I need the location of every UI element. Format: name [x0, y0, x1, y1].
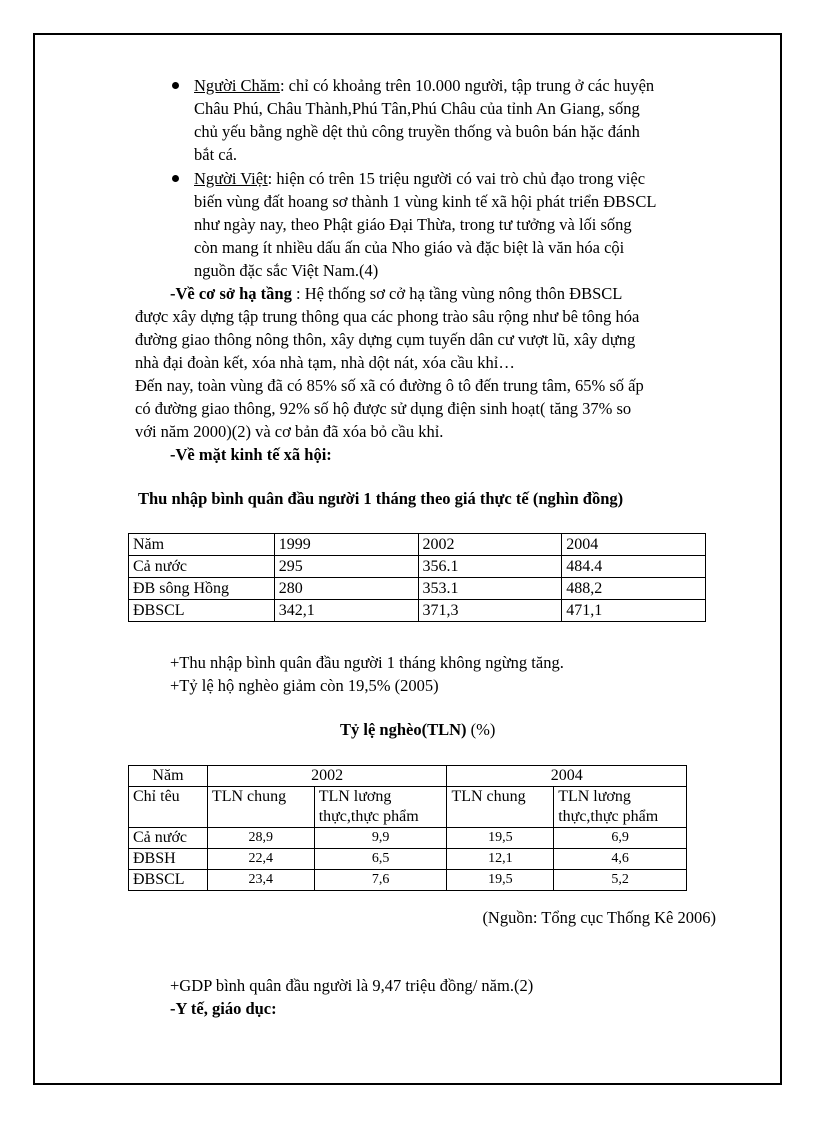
header-food-line-2: thực,thực phẩm [318, 808, 419, 825]
table-cell: 295 [274, 556, 418, 578]
bullet-dot [172, 175, 179, 182]
table-row [129, 600, 706, 622]
bullet-term-cham: Người Chăm [194, 76, 280, 95]
table-cell: 7,6 [314, 870, 447, 891]
bullet-viet-line-1 [194, 167, 645, 190]
table-cell: 1999 [274, 534, 418, 556]
table-cell: 2002 [418, 534, 562, 556]
bullet-dot [172, 82, 179, 89]
bullet-cham-line-2: Châu Phú, Châu Thành,Phú Tân,Phú Châu của tỉnh An Giang, sống [194, 99, 640, 118]
poverty-table [128, 765, 687, 891]
table-cell: TLN chung [447, 787, 554, 828]
health-heading: -Y tế, giáo dục: [170, 999, 277, 1018]
bullet-term-viet: Người Việt [194, 169, 268, 188]
table-cell: 12,1 [447, 849, 554, 870]
poverty-title-bold: Tỷ lệ nghèo(TLN) [340, 720, 467, 739]
table-cell: 2004 [447, 766, 687, 787]
table-cell [554, 787, 687, 828]
bullet-cham-line-3: chủ yếu bằng nghề dệt thủ công truyền thống và buôn bán hặc đánh [194, 122, 640, 141]
table-cell: 6,9 [554, 828, 687, 849]
infra-first-line [170, 282, 622, 305]
table-cell: TLN chung [207, 787, 314, 828]
infra-text: : Hệ thống sơ cở hạ tầng vùng nông thôn ĐBSCL [291, 284, 623, 303]
table-cell: Cả nước [129, 556, 275, 578]
table-row [129, 578, 706, 600]
poverty-title-unit: (%) [466, 720, 496, 739]
table-cell: Chỉ têu [129, 787, 208, 828]
bullet-text: : hiện có trên 15 triệu người có vai trò chủ đạo trong việc [267, 169, 646, 188]
infra-line-2: được xây dựng tập trung thông qua các phong trào sâu rộng như bê tông hóa [135, 307, 640, 326]
gdp-note: +GDP bình quân đầu người là 9,47 triệu đồng/ năm.(2) [170, 976, 534, 995]
income-table-title: Thu nhập bình quân đầu người 1 tháng theo giá thực tế (nghìn đồng) [138, 489, 624, 508]
table-cell: 28,9 [207, 828, 314, 849]
bullet-viet-line-2: biến vùng đất hoang sơ thành 1 vùng kinh tế xã hội phát triển ĐBSCL [194, 192, 657, 211]
table-cell: 2004 [562, 534, 706, 556]
table-cell: 2002 [207, 766, 447, 787]
bullet-viet-line-4: còn mang ít nhiều dấu ấn của Nho giáo và đặc biệt là văn hóa cội [194, 238, 625, 257]
header-food-line-1: TLN lương [318, 788, 392, 805]
table-cell: 19,5 [447, 870, 554, 891]
table-row [129, 870, 687, 891]
infra-heading: -Về cơ sở hạ tầng [170, 284, 292, 303]
infra-line-5: Đến nay, toàn vùng đã có 85% số xã có đường ô tô đến trung tâm, 65% số ấp [135, 376, 644, 395]
table-row [129, 766, 687, 787]
table-cell: ĐB sông Hồng [129, 578, 275, 600]
infra-line-7: với năm 2000)(2) và cơ bản đã xóa bỏ cầu khỉ. [135, 422, 444, 441]
infra-line-6: có đường giao thông, 92% số hộ được sử dụng điện sinh hoạt( tăng 37% so [135, 399, 632, 418]
table-cell: 22,4 [207, 849, 314, 870]
bullet-viet-line-5: nguồn đặc sắc Việt Nam.(4) [194, 261, 379, 280]
table-cell: 5,2 [554, 870, 687, 891]
table-cell: 353.1 [418, 578, 562, 600]
bullet-cham-line-4: bắt cá. [194, 145, 238, 164]
table-cell: Năm [129, 766, 208, 787]
table-row [129, 828, 687, 849]
table-cell: ĐBSH [129, 849, 208, 870]
table-cell: 488,2 [562, 578, 706, 600]
table-cell: Cả nước [129, 828, 208, 849]
header-food-line-1: TLN lương [558, 788, 631, 805]
table-row [129, 787, 687, 828]
table-cell: 484.4 [562, 556, 706, 578]
bullet-cham-line-1 [194, 74, 654, 97]
table-cell: 9,9 [314, 828, 447, 849]
table-row [129, 534, 706, 556]
note-poverty: +Tỷ lệ hộ nghèo giảm còn 19,5% (2005) [170, 676, 439, 695]
table-cell: ĐBSCL [129, 870, 208, 891]
table-cell: 356.1 [418, 556, 562, 578]
bullet-viet-line-3: như ngày nay, theo Phật giáo Đại Thừa, trong tư tưởng và lối sống [194, 215, 632, 234]
infra-line-4: nhà đại đoàn kết, xóa nhà tạm, nhà dột nát, xóa cầu khỉ… [135, 353, 515, 372]
income-table [128, 533, 706, 622]
note-income: +Thu nhập bình quân đầu người 1 tháng không ngừng tăng. [170, 653, 564, 672]
table-cell [314, 787, 447, 828]
source-note: (Nguồn: Tổng cục Thống Kê 2006) [482, 908, 716, 927]
table-cell: 371,3 [418, 600, 562, 622]
infra-line-3: đường giao thông nông thôn, xây dựng cụm tuyến dân cư vượt lũ, xây dựng [135, 330, 636, 349]
bullet-text: : chỉ có khoảng trên 10.000 người, tập trung ở các huyện [279, 76, 655, 95]
header-food-line-2: thực,thực phẩm [558, 808, 659, 825]
table-cell: Năm [129, 534, 275, 556]
table-cell: 23,4 [207, 870, 314, 891]
table-cell: ĐBSCL [129, 600, 275, 622]
table-cell: 342,1 [274, 600, 418, 622]
table-row [129, 556, 706, 578]
table-cell: 471,1 [562, 600, 706, 622]
table-cell: 4,6 [554, 849, 687, 870]
poverty-table-title [340, 720, 495, 740]
table-cell: 19,5 [447, 828, 554, 849]
socio-heading: -Về mặt kinh tế xã hội: [170, 445, 332, 464]
table-cell: 6,5 [314, 849, 447, 870]
table-cell: 280 [274, 578, 418, 600]
table-row [129, 849, 687, 870]
